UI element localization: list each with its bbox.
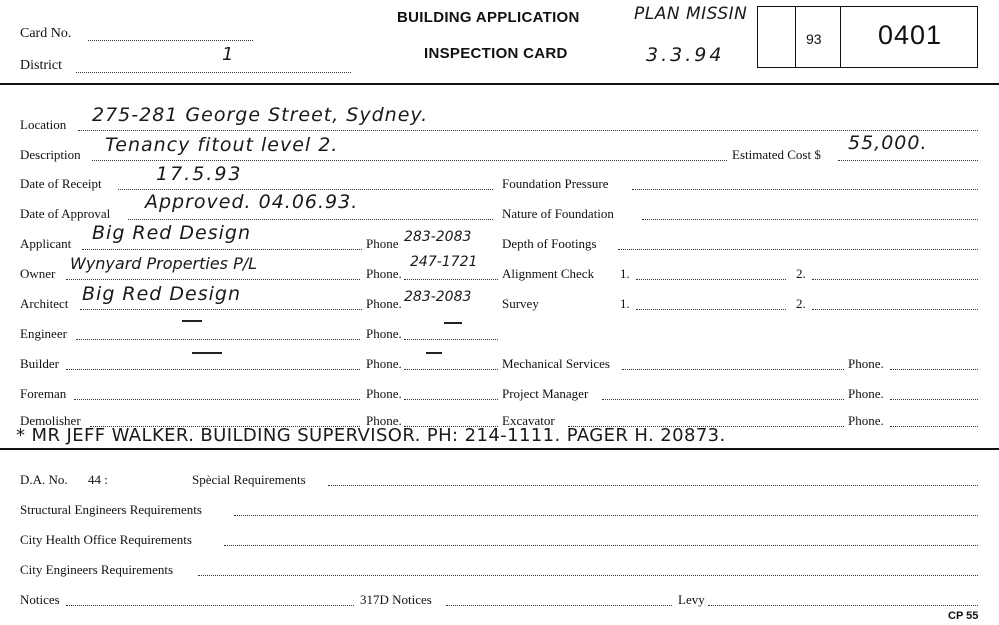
builder-label: Builder bbox=[20, 356, 59, 371]
description-value: Tenancy fitout level 2. bbox=[105, 134, 339, 156]
city-engineers-requirements-label: City Engineers Requirements bbox=[20, 562, 174, 577]
excavator-phone-label: Phone. bbox=[848, 413, 884, 428]
architect-line bbox=[80, 309, 362, 310]
date-receipt-value: 17.5.93 bbox=[156, 163, 243, 185]
description-label: Description bbox=[20, 147, 81, 162]
handwritten-note: PLAN MISSIN bbox=[634, 4, 748, 24]
project-manager-line bbox=[602, 399, 844, 400]
demolisher-phone-label: Phone. bbox=[366, 413, 402, 428]
applicant-line bbox=[82, 249, 362, 250]
special-requirements-label: Spècial Requirements bbox=[192, 472, 306, 487]
handwritten-date: 3.3.94 bbox=[646, 44, 725, 66]
owner-line bbox=[66, 279, 360, 280]
district-label: District bbox=[20, 58, 62, 73]
architect-phone-value: 283-2083 bbox=[404, 289, 472, 305]
alignment-line-1 bbox=[636, 279, 786, 280]
applicant-phone-value: 283-2083 bbox=[404, 229, 472, 245]
date-approval-label: Date of Approval bbox=[20, 206, 111, 221]
builder-phone-line bbox=[404, 369, 498, 370]
demolisher-label: Demolisher bbox=[20, 413, 81, 428]
description-line bbox=[92, 160, 727, 161]
owner-label: Owner bbox=[20, 266, 56, 281]
location-label: Location bbox=[20, 117, 67, 132]
owner-phone-label: Phone. bbox=[366, 266, 402, 281]
district-line bbox=[76, 72, 351, 73]
title-line1: BUILDING APPLICATION bbox=[397, 9, 580, 26]
alignment-num-2: 2. bbox=[796, 266, 806, 281]
mechanical-phone-label: Phone. bbox=[848, 356, 884, 371]
notices-317d-label: 317D Notices bbox=[360, 592, 432, 607]
estimated-cost-line bbox=[838, 160, 978, 161]
mechanical-line bbox=[622, 369, 844, 370]
survey-label: Survey bbox=[502, 296, 539, 311]
nature-foundation-label: Nature of Foundation bbox=[502, 206, 614, 221]
engineer-label: Engineer bbox=[20, 326, 67, 341]
owner-value: Wynyard Properties P/L bbox=[70, 254, 258, 273]
engineer-line bbox=[76, 339, 360, 340]
architect-phone-label: Phone. bbox=[366, 296, 402, 311]
foundation-pressure-label: Foundation Pressure bbox=[502, 176, 609, 191]
applicant-label: Applicant bbox=[20, 236, 72, 251]
form-code: CP 55 bbox=[948, 610, 979, 622]
notices-line bbox=[66, 605, 354, 606]
location-line bbox=[78, 130, 978, 131]
levy-line bbox=[708, 605, 978, 606]
engineer-dash bbox=[182, 320, 202, 322]
supervisor-note: * MR JEFF WALKER. BUILDING SUPERVISOR. PH: 214-1111. PAGER H. 20873. bbox=[16, 425, 726, 446]
applicant-value: Big Red Design bbox=[92, 222, 252, 244]
foreman-label: Foreman bbox=[20, 386, 67, 401]
number-box-value: 0401 bbox=[878, 20, 943, 50]
builder-phone-dash bbox=[426, 352, 442, 354]
project-manager-phone-label: Phone. bbox=[848, 386, 884, 401]
nature-foundation-line bbox=[642, 219, 978, 220]
architect-label: Architect bbox=[20, 296, 69, 311]
city-engineers-requirements-line bbox=[198, 575, 978, 576]
architect-value: Big Red Design bbox=[82, 283, 242, 305]
engineer-phone-label: Phone. bbox=[366, 326, 402, 341]
mechanical-label: Mechanical Services bbox=[502, 356, 610, 371]
excavator-label: Excavator bbox=[502, 413, 555, 428]
special-requirements-line bbox=[328, 485, 978, 486]
survey-num-1: 1. bbox=[620, 296, 630, 311]
alignment-line-2 bbox=[812, 279, 978, 280]
owner-phone-line bbox=[404, 279, 498, 280]
alignment-num-1: 1. bbox=[620, 266, 630, 281]
health-requirements-line bbox=[224, 545, 978, 546]
builder-dash bbox=[192, 352, 222, 354]
applicant-phone-label: Phone bbox=[366, 236, 399, 251]
card-no-line bbox=[88, 40, 253, 41]
builder-line bbox=[66, 369, 360, 370]
engineer-phone-line bbox=[404, 339, 498, 340]
title-line2: INSPECTION CARD bbox=[424, 45, 568, 62]
location-value: 275-281 George Street, Sydney. bbox=[92, 104, 429, 126]
depth-footings-line bbox=[618, 249, 978, 250]
foundation-pressure-line bbox=[632, 189, 978, 190]
blank-box bbox=[757, 6, 795, 68]
mechanical-phone-line bbox=[890, 369, 978, 370]
date-receipt-label: Date of Receipt bbox=[20, 176, 102, 191]
date-approval-value: Approved. 04.06.93. bbox=[145, 191, 359, 213]
project-manager-phone-line bbox=[890, 399, 978, 400]
builder-phone-label: Phone. bbox=[366, 356, 402, 371]
survey-line-2 bbox=[812, 309, 978, 310]
da-no-value: 44 : bbox=[88, 472, 108, 487]
survey-num-2: 2. bbox=[796, 296, 806, 311]
structural-requirements-line bbox=[234, 515, 978, 516]
engineer-phone-dash bbox=[444, 322, 462, 324]
district-value: 1 bbox=[222, 44, 235, 65]
da-no-label: D.A. No. bbox=[20, 472, 68, 487]
alignment-check-label: Alignment Check bbox=[502, 266, 595, 281]
health-requirements-label: City Health Office Requirements bbox=[20, 532, 192, 547]
notices-317d-line bbox=[446, 605, 672, 606]
foreman-line bbox=[74, 399, 360, 400]
estimated-cost-value: 55,000. bbox=[848, 132, 928, 154]
depth-footings-label: Depth of Footings bbox=[502, 236, 597, 251]
date-receipt-line bbox=[118, 189, 493, 190]
survey-line-1 bbox=[636, 309, 786, 310]
owner-phone-value: 247-1721 bbox=[410, 254, 478, 270]
foreman-phone-line bbox=[404, 399, 498, 400]
structural-requirements-label: Structural Engineers Requirements bbox=[20, 502, 202, 517]
notices-label: Notices bbox=[20, 592, 60, 607]
requirements-divider bbox=[0, 448, 999, 450]
card-no-label: Card No. bbox=[20, 26, 72, 41]
excavator-phone-line bbox=[890, 426, 978, 427]
header-divider bbox=[0, 83, 999, 85]
levy-label: Levy bbox=[678, 592, 705, 607]
estimated-cost-label: Estimated Cost $ bbox=[732, 147, 821, 162]
date-approval-line bbox=[128, 219, 493, 220]
year-box-value: 93 bbox=[806, 31, 822, 47]
foreman-phone-label: Phone. bbox=[366, 386, 402, 401]
project-manager-label: Project Manager bbox=[502, 386, 589, 401]
